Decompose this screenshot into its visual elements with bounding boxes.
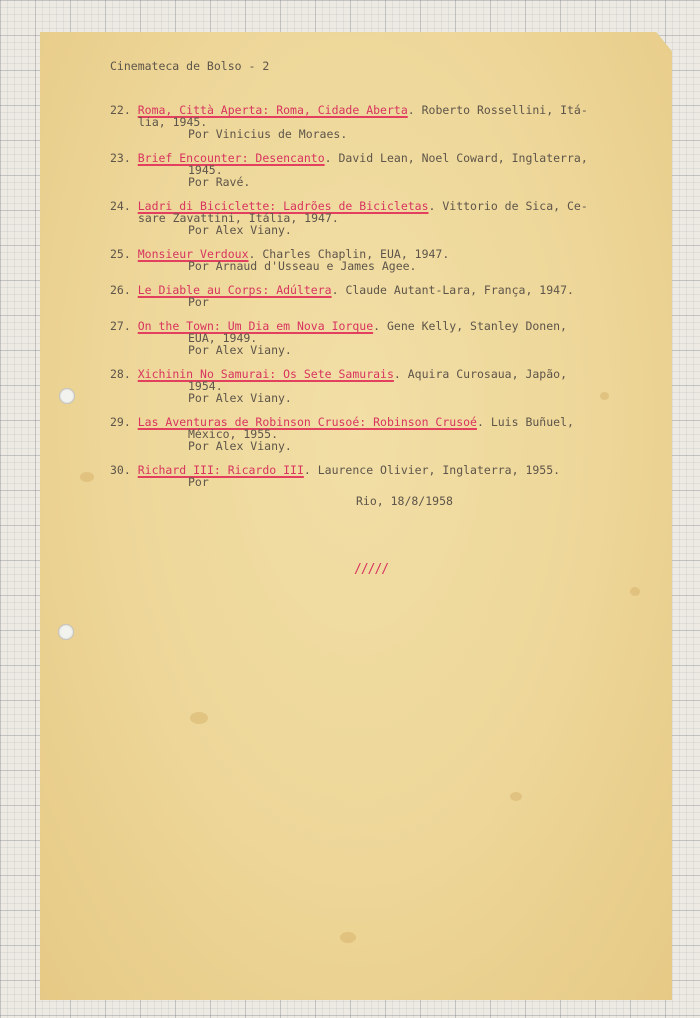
film-title: Las Aventuras de Robinson Crusoé: Robinson Crusoé	[137, 415, 477, 429]
entry-number: 23.	[110, 151, 131, 165]
film-entry	[110, 104, 645, 140]
entry-number: 29.	[110, 415, 131, 429]
stain	[340, 932, 356, 943]
stain	[190, 712, 208, 724]
film-title: Richard III: Ricardo III	[137, 463, 304, 477]
film-entry	[110, 320, 645, 356]
film-entry	[110, 200, 645, 236]
stain	[80, 472, 94, 482]
entry-number: 30.	[110, 463, 131, 477]
film-details: . Aquira Curosaua, Japão,	[393, 367, 567, 381]
place-and-date: Rio, 18/8/1958	[356, 494, 453, 508]
punch-hole-upper	[59, 388, 75, 404]
stain	[510, 792, 522, 801]
film-entry	[110, 416, 645, 452]
entry-number: 28.	[110, 367, 131, 381]
page-header: Cinemateca de Bolso - 2	[110, 59, 270, 73]
film-list	[110, 104, 645, 500]
film-details: . Roberto Rossellini, Itá-	[407, 103, 588, 117]
review-credit: Por Arnaud d'Usseau e James Agee.	[188, 259, 417, 273]
film-details: . Claude Autant-Lara, França, 1947.	[331, 283, 574, 297]
film-details: . Laurence Olivier, Inglaterra, 1955.	[303, 463, 561, 477]
film-details-continued: México, 1955.	[188, 427, 279, 441]
entry-number: 26.	[110, 283, 131, 297]
film-details: . Gene Kelly, Stanley Donen,	[373, 319, 567, 333]
film-details: . Vittorio de Sica, Ce-	[428, 199, 588, 213]
entry-number: 27.	[110, 319, 131, 333]
punch-hole-lower	[58, 624, 74, 640]
film-details-continued: 1945.	[188, 163, 223, 177]
film-details: . Charles Chaplin, EUA, 1947.	[248, 247, 450, 261]
film-entry	[110, 464, 645, 488]
film-details-continued: EUA, 1949.	[188, 331, 258, 345]
film-title: Ladri di Biciclette: Ladrões de Bicicletas	[137, 199, 429, 213]
end-mark: /////	[354, 562, 389, 577]
film-details-continued: lia, 1945.	[138, 115, 208, 129]
film-details: . David Lean, Noel Coward, Inglaterra,	[324, 151, 588, 165]
film-entry	[110, 248, 645, 272]
film-entry	[110, 368, 645, 404]
film-entry	[110, 284, 645, 308]
entry-number: 22.	[110, 103, 131, 117]
review-credit: Por Ravé.	[188, 175, 251, 189]
film-details-continued: 1954.	[188, 379, 223, 393]
film-title: Monsieur Verdoux	[137, 247, 249, 261]
review-credit: Por	[188, 475, 209, 489]
entry-number: 24.	[110, 199, 131, 213]
review-credit: Por Vinicius de Moraes.	[188, 127, 348, 141]
review-credit: Por	[188, 295, 209, 309]
review-credit: Por Alex Viany.	[188, 223, 292, 237]
review-credit: Por Alex Viany.	[188, 391, 292, 405]
stain	[630, 587, 640, 596]
film-title: Le Diable au Corps: Adúltera	[137, 283, 332, 297]
review-credit: Por Alex Viany.	[188, 343, 292, 357]
film-title: Roma, Città Aperta: Roma, Cidade Aberta	[137, 103, 408, 117]
film-details: . Luis Buñuel,	[476, 415, 574, 429]
film-title: Xichinin No Samurai: Os Sete Samurais	[137, 367, 394, 381]
film-entry	[110, 152, 645, 188]
film-title: On the Town: Um Dia em Nova Iorque	[137, 319, 374, 333]
film-details-continued: sare Zavattini, Itália, 1947.	[138, 211, 339, 225]
review-credit: Por Alex Viany.	[188, 439, 292, 453]
entry-number: 25.	[110, 247, 131, 261]
film-title: Brief Encounter: Desencanto	[137, 151, 325, 165]
